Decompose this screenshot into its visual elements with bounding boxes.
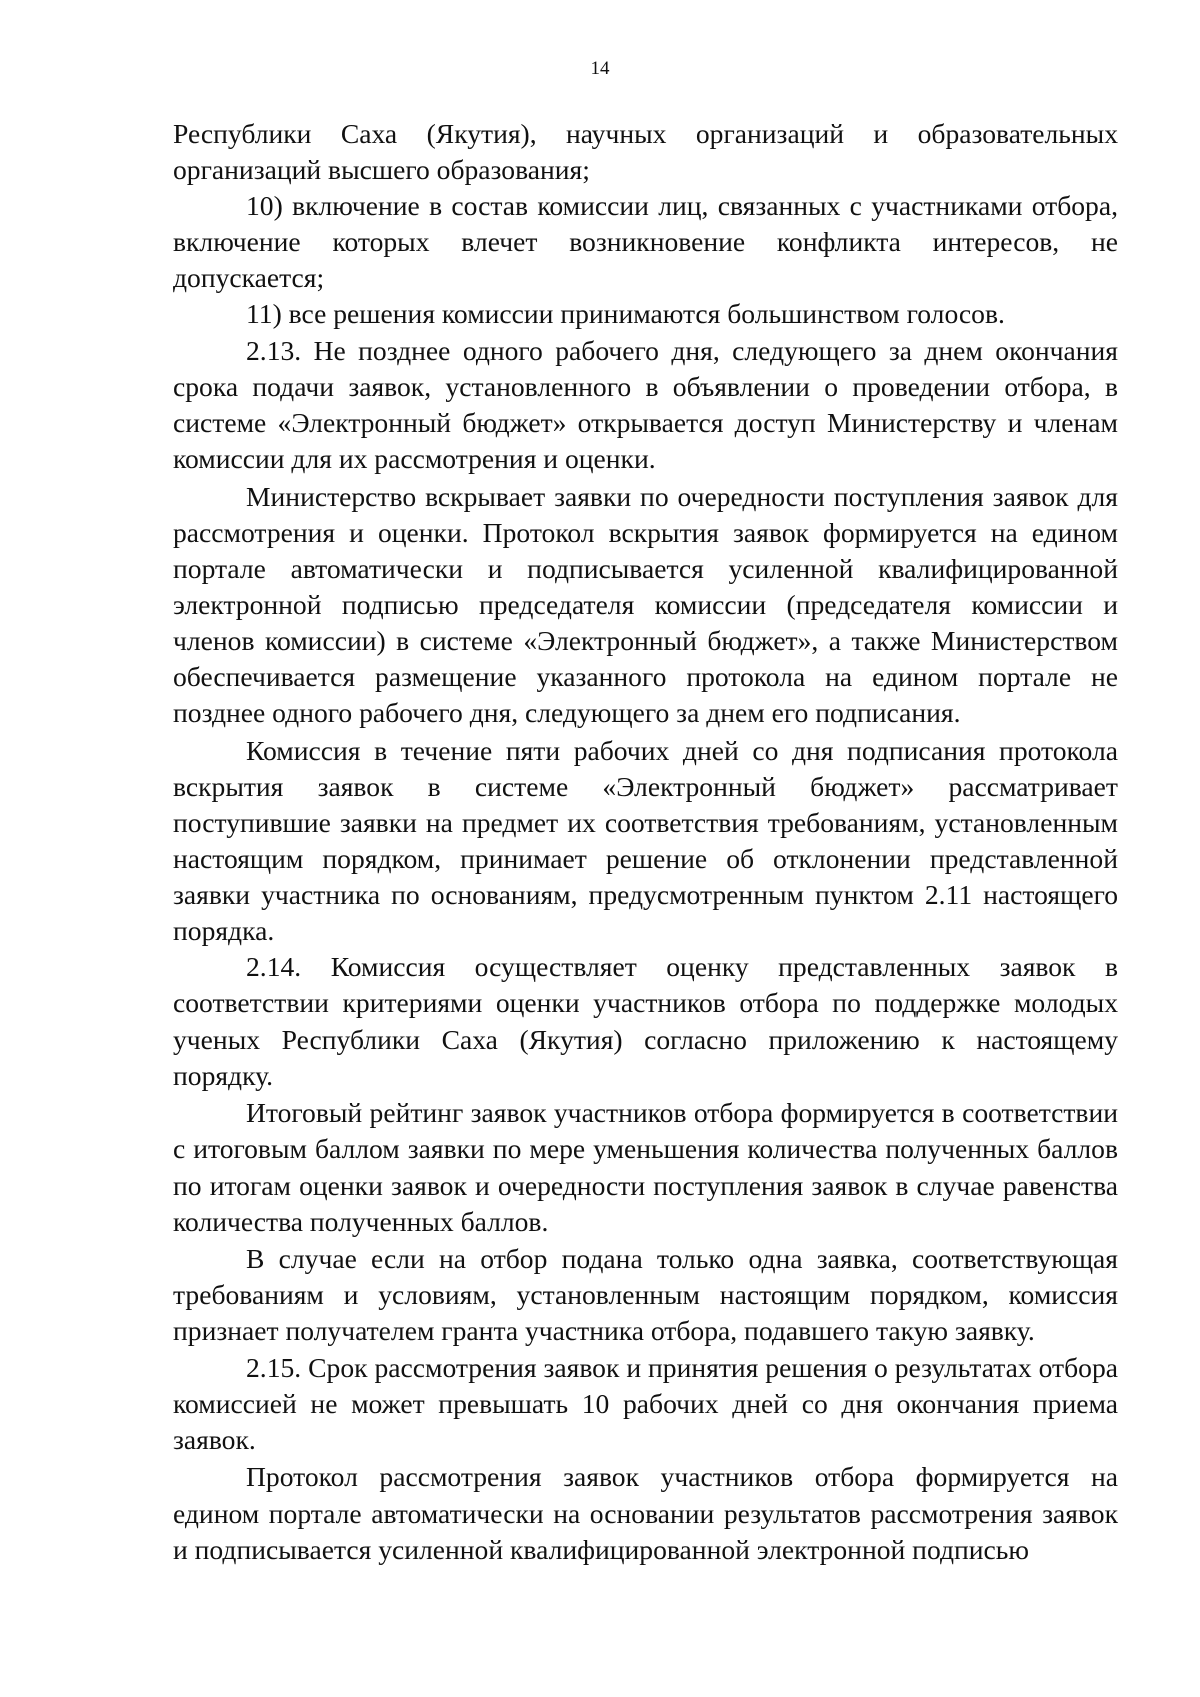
paragraph-1: Республики Саха (Якутия), научных организаций и образовательных организаций высшего образования; [173,118,1118,186]
paragraph-7: 2.14. Комиссия осуществляет оценку представленных заявок в соответствии критериями оценки участников отбора по поддержке молодых ученых Республики Саха (Якутия) согласно приложению к настоящему порядку. [173,951,1118,1091]
paragraph-9: В случае если на отбор подана только одна заявка, соответствующая требованиям и условиям, установленным настоящим порядком, комиссия признает получателем гранта участника отбора, подавшего такую заявку. [173,1243,1118,1347]
paragraph-8: Итоговый рейтинг заявок участников отбора формируется в соответствии с итоговым баллом заявки по мере уменьшения количества полученных баллов по итогам оценки заявок и очередности поступления заявок в случае равенства количества полученных баллов. [173,1097,1118,1237]
paragraph-3: 11) все решения комиссии принимаются большинством голосов. [246,298,1005,330]
paragraph-4: 2.13. Не позднее одного рабочего дня, следующего за днем окончания срока подачи заявок, установленного в объявлении о проведении отбора, в системе «Электронный бюджет» открывается доступ Министерству и членам комиссии для их рассмотрения и оценки. [173,334,1118,474]
page-number: 14 [590,58,610,79]
paragraph-11: Протокол рассмотрения заявок участников отбора формируется на едином портале автоматически на основании результатов рассмотрения заявок и подписывается усиленной квалифицированной электронной подписью [173,1461,1118,1565]
document-body [173,116,1118,1568]
paragraph-5: Министерство вскрывает заявки по очередности поступления заявок для рассмотрения и оценки. Протокол вскрытия заявок формируется на едином портале автоматически и подписывается усиленной квалифицированной электронной подписью председателя комиссии (председателя комиссии и членов комиссии) в системе «Электронный бюджет», а также Министерством обеспечивается размещение указанного протокола на едином портале не позднее одного рабочего дня, следующего за днем его подписания. [173,480,1118,729]
paragraph-6: Комиссия в течение пяти рабочих дней со дня подписания протокола вскрытия заявок в системе «Электронный бюджет» рассматривает поступившие заявки на предмет их соответствия требованиям, установленным настоящим порядком, принимает решение об отклонении представленной заявки участника по основаниям, предусмотренным пунктом 2.11 настоящего порядка. [173,734,1118,947]
paragraph-2: 10) включение в состав комиссии лиц, связанных с участниками отбора, включение которых влечет возникновение конфликта интересов, не допускается; [173,190,1118,294]
paragraph-10: 2.15. Срок рассмотрения заявок и принятия решения о результатах отбора комиссией не может превышать 10 рабочих дней со дня окончания приема заявок. [173,1351,1118,1455]
